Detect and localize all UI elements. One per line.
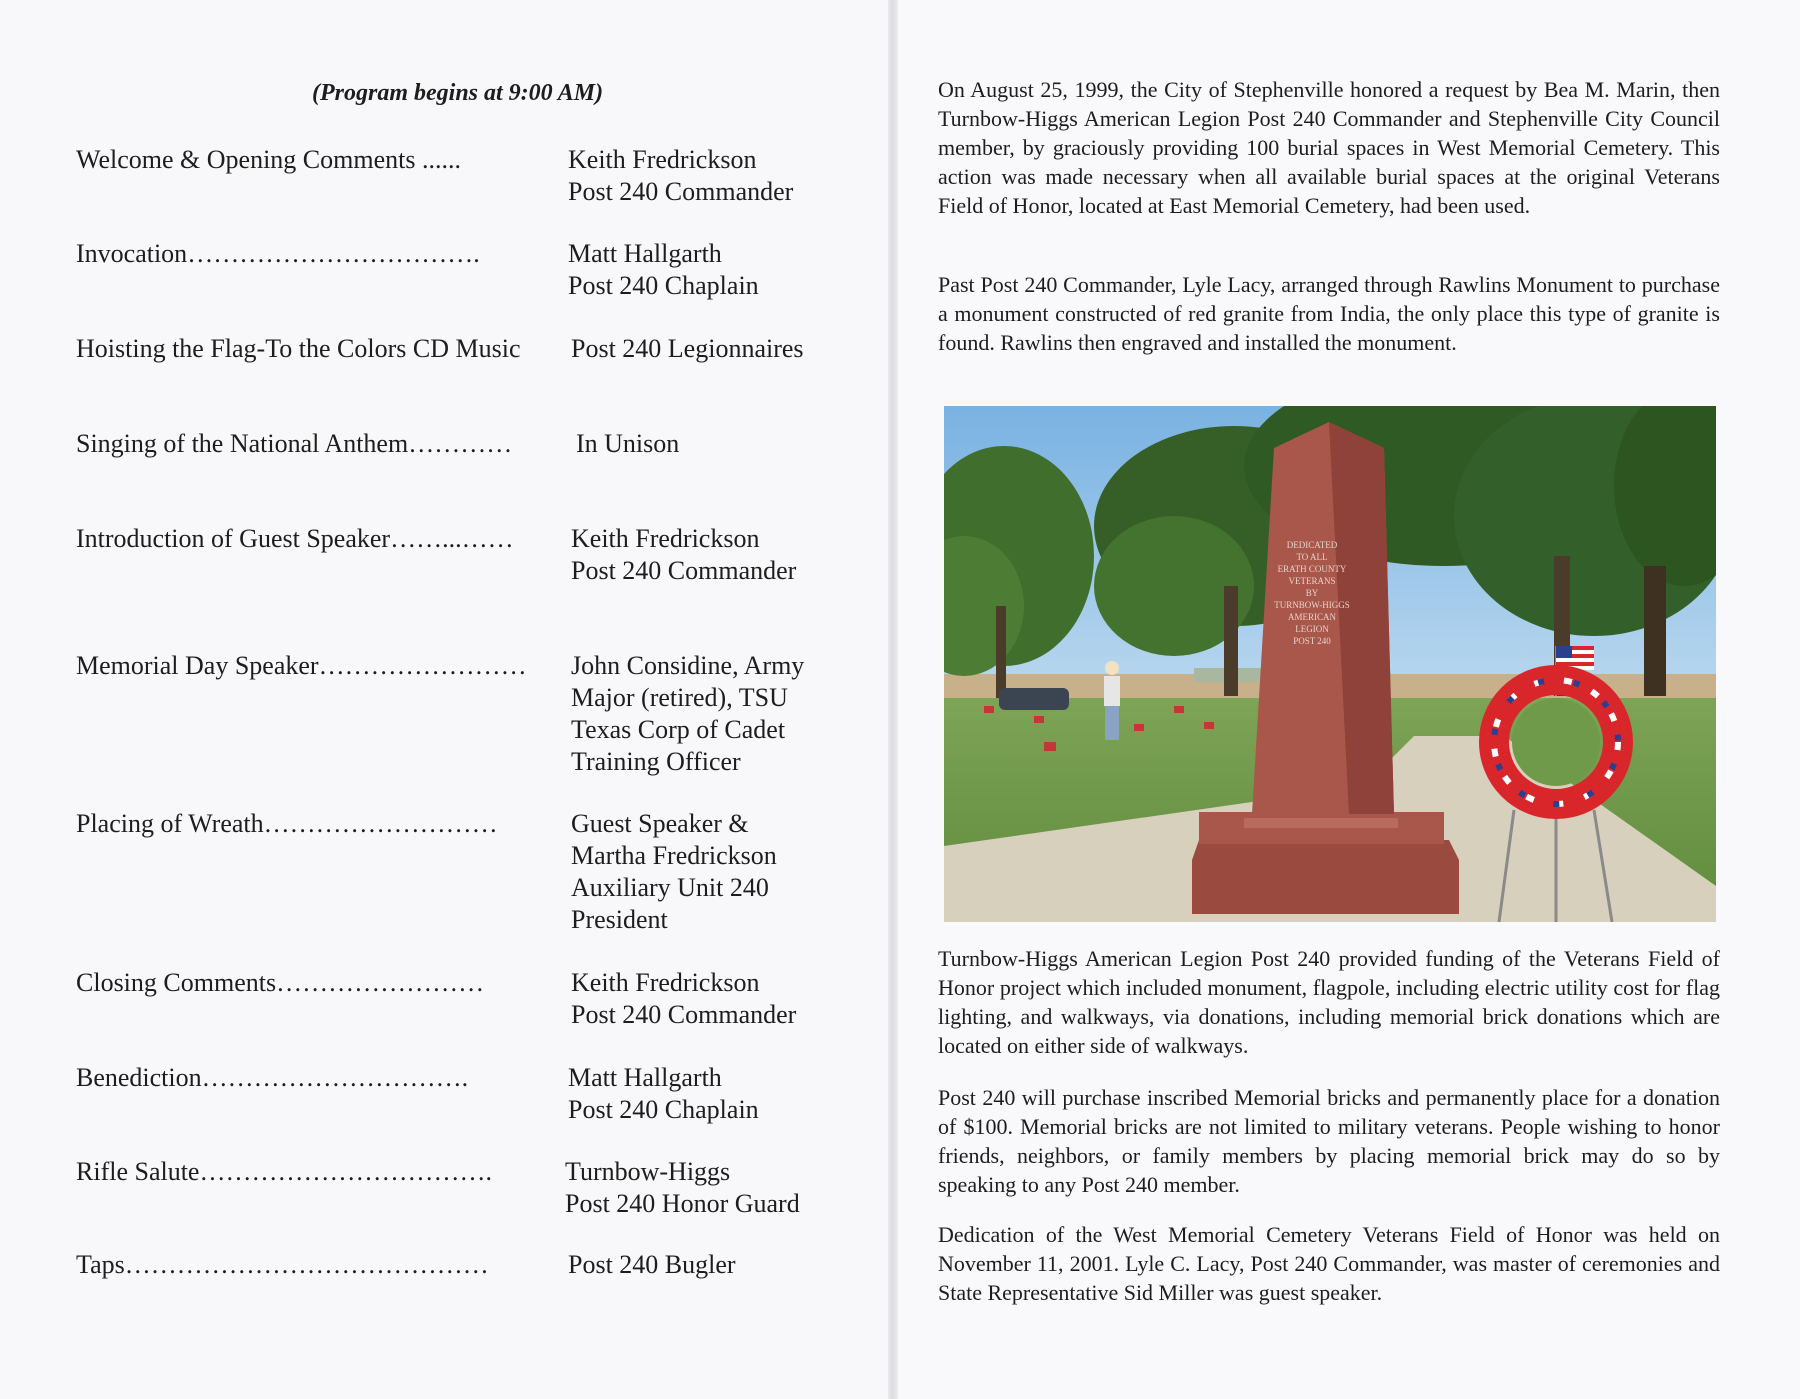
performer-line: Matt Hallgarth xyxy=(568,239,722,268)
performer-line: Post 240 Commander xyxy=(571,1000,797,1029)
program-item-label: Welcome & Opening Comments xyxy=(76,145,416,174)
history-paragraph-monument: Past Post 240 Commander, Lyle Lacy, arranged through Rawlins Monument to purchase a monument constructed of red granite from India, the only place this type of granite is found. Rawlins then engraved and installed the monument. xyxy=(938,272,1720,355)
performer-line: Martha Fredrickson xyxy=(571,841,777,870)
performer-line: Post 240 Honor Guard xyxy=(565,1189,800,1218)
program-item-label: Rifle Salute xyxy=(76,1157,200,1186)
page-fold xyxy=(888,0,898,1399)
inscription-line: VETERANS xyxy=(1288,576,1336,586)
history-paragraph-memorial-bricks: Post 240 will purchase inscribed Memorial bricks and permanently place for a donation of $100. Memorial bricks are not limited to military veterans. People wishing to honor friends, neighbors, or family members by placing memorial brick may do so by speaking to any Post 240 member. xyxy=(938,1085,1720,1197)
inscription-line: TO ALL xyxy=(1296,552,1328,562)
performer-line: In Unison xyxy=(576,429,680,458)
inscription-line: LEGION xyxy=(1295,624,1329,634)
leader-dots: …………………… xyxy=(318,651,527,680)
inscription-line: DEDICATED xyxy=(1286,540,1338,550)
performer-line: Keith Fredrickson xyxy=(568,145,757,174)
leader-dots: …………………… xyxy=(276,968,485,997)
program-item-label: Placing of Wreath xyxy=(76,809,264,838)
performer-line: Texas Corp of Cadet xyxy=(571,715,786,744)
performer-line: Guest Speaker & xyxy=(571,809,749,838)
performer-line: Post 240 Chaplain xyxy=(568,271,759,300)
performer-line: Training Officer xyxy=(571,747,741,776)
program-start-note: (Program begins at 9:00 AM) xyxy=(312,80,604,106)
program-item-label: Introduction of Guest Speaker xyxy=(76,524,391,553)
inscription-line: TURNBOW-HIGGS xyxy=(1274,600,1350,610)
leader-dots: ……………………………. xyxy=(187,239,480,268)
monument-photo xyxy=(944,406,1716,922)
leader-dots: …………………………. xyxy=(201,1063,469,1092)
leader-dots: ……...…… xyxy=(390,524,514,553)
inscription-line: BY xyxy=(1305,588,1319,598)
leader-dots: ……………………… xyxy=(263,809,498,838)
program-item-label: Benediction xyxy=(76,1063,202,1092)
performer-line: Major (retired), TSU xyxy=(571,683,788,712)
history-paragraph-dedication: Dedication of the West Memorial Cemetery Veterans Field of Honor was held on November 11, 2001. Lyle C. Lacy, Post 240 Commander, was master of ceremonies and State Representative Sid Miller was guest speaker. xyxy=(938,1222,1720,1305)
performer-line: John Considine, Army xyxy=(571,651,805,680)
program-item-label: Taps xyxy=(76,1250,125,1279)
monument-photo-illustration xyxy=(944,406,1716,922)
performer-line: Matt Hallgarth xyxy=(568,1063,722,1092)
leader-dots: ...... xyxy=(415,145,461,174)
leader-dots: …………………………………… xyxy=(124,1250,489,1279)
leader-dots: ………… xyxy=(408,429,513,458)
performer-line: Post 240 Chaplain xyxy=(568,1095,759,1124)
performer-line: Post 240 Bugler xyxy=(568,1250,736,1279)
program-item-label: Hoisting the Flag-To the Colors CD Music xyxy=(76,334,521,363)
performer-line: Keith Fredrickson xyxy=(571,968,760,997)
performer-line: Turnbow-Higgs xyxy=(565,1157,731,1186)
program-item-label: Closing Comments xyxy=(76,968,277,997)
performer-line: Auxiliary Unit 240 xyxy=(571,873,769,902)
leader-dots: ……………………………. xyxy=(199,1157,492,1186)
performer-line: Post 240 Commander xyxy=(568,177,794,206)
parked-car xyxy=(999,688,1069,710)
program-item-label: Singing of the National Anthem xyxy=(76,429,409,458)
inscription-line: AMERICAN xyxy=(1287,612,1337,622)
history-paragraph-funding: Turnbow-Higgs American Legion Post 240 provided funding of the Veterans Field of Honor project which included monument, flagpole, including electric utility cost for flag lighting, and walkways, via donations, including memorial brick donations which are located on either side of walkways. xyxy=(938,946,1720,1058)
inscription-line: POST 240 xyxy=(1293,636,1331,646)
history-paragraph-burial-spaces: On August 25, 1999, the City of Stephenville honored a request by Bea M. Marin, then Turnbow-Higgs American Legion Post 240 Commander and Stephenville City Council member, by graciously providing 100 burial spaces in West Memorial Cemetery. This action was made necessary when all available burial spaces at the original Veterans Field of Honor, located at East Memorial Cemetery, had been used. xyxy=(938,77,1720,218)
performer-line: Keith Fredrickson xyxy=(571,524,760,553)
program-item-label: Memorial Day Speaker xyxy=(76,651,319,680)
performer-line: Post 240 Legionnaires xyxy=(571,334,804,363)
performer-line: President xyxy=(571,905,668,934)
program-item-label: Invocation xyxy=(76,239,188,268)
inscription-line: ERATH COUNTY xyxy=(1277,564,1347,574)
performer-line: Post 240 Commander xyxy=(571,556,797,585)
